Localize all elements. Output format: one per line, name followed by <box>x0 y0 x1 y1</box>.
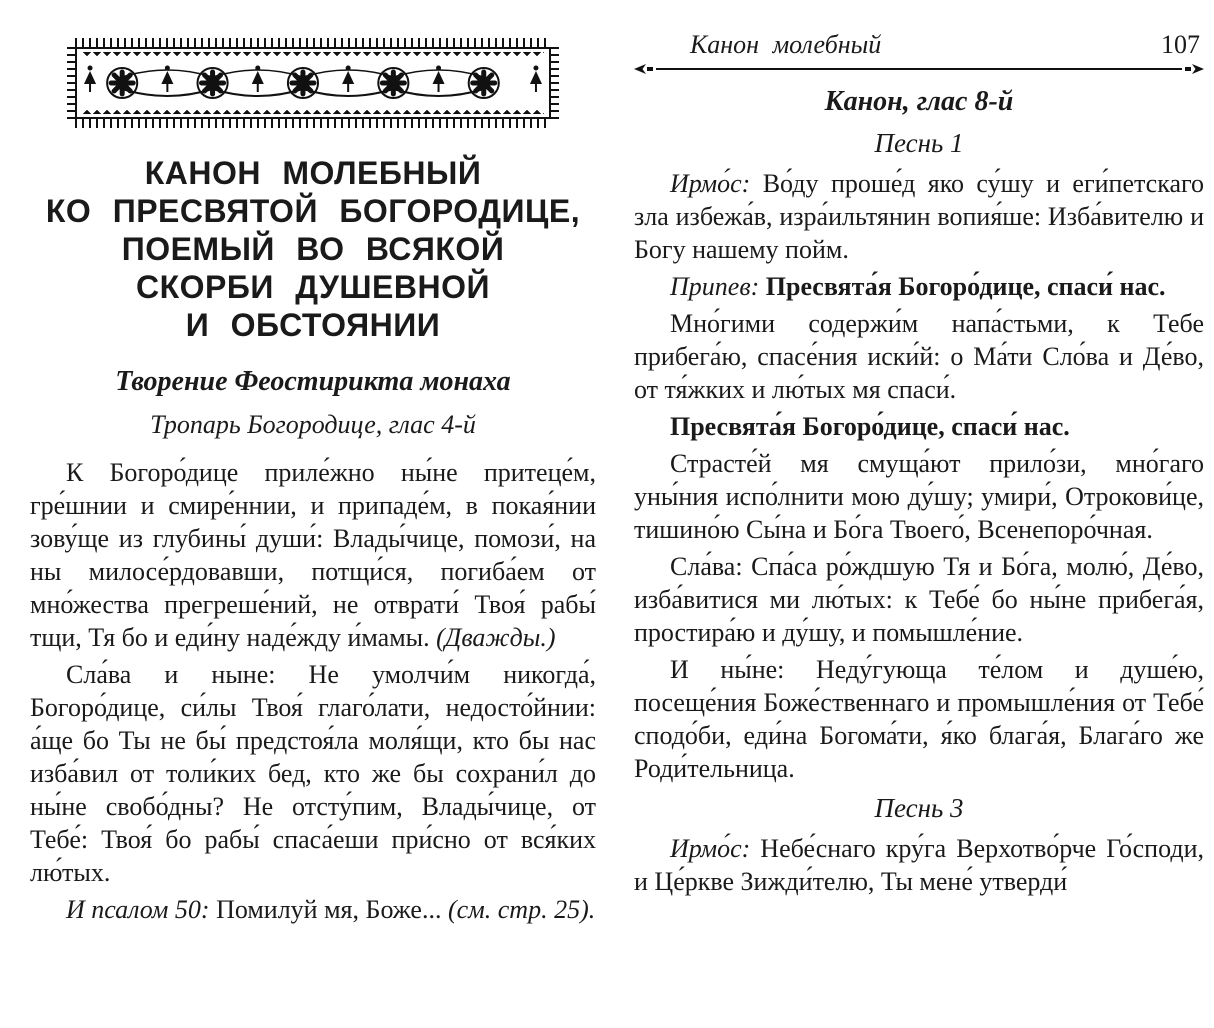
ornament-fringe-left <box>67 47 75 119</box>
right-page <box>634 26 1204 902</box>
page-number: 107 <box>1161 30 1200 59</box>
irmos3-paragraph <box>634 832 1204 898</box>
irmos-lead: Ирмо́с: <box>670 834 751 863</box>
pripev-lead: Припев: <box>670 272 760 301</box>
left-arrow-finial-icon <box>634 63 656 75</box>
psalm-page-note: (см. стр. 25). <box>447 895 596 924</box>
irmos-text: Небе́снаго кру́га Верхотво́рче Го́споди, и Це́ркве Зижди́телю, Ты мене́ утверди́ <box>634 834 1204 896</box>
title-line: КО ПРЕСВЯТОЙ БОГОРОДИЦЕ, <box>45 193 581 229</box>
headpiece-ornament <box>75 38 551 128</box>
title-line: И ОБСТОЯНИИ <box>185 307 441 343</box>
refrain-paragraph: Пресвята́я Богоро́дице, спаси́ нас. <box>670 412 1070 441</box>
ornament-zigzag-top <box>82 52 544 59</box>
title-line: КАНОН МОЛЕБНЫЙ <box>144 155 482 191</box>
rule-line <box>656 68 1182 70</box>
repeat-note: (Дважды.) <box>436 623 556 652</box>
pripev-paragraph <box>634 270 1204 303</box>
header-rule <box>634 62 1204 76</box>
book-title <box>30 154 596 344</box>
ornament-fringe-bottom <box>75 119 551 128</box>
ornament-fringe-top <box>75 38 551 47</box>
ornament-frame <box>75 47 551 119</box>
ornament-fringe-right <box>551 47 559 119</box>
title-line: ПОЕМЫЙ ВО ВСЯКОЙ <box>121 231 505 267</box>
ornament-rosette-band <box>82 61 544 105</box>
irmos-lead: Ирмо́с: <box>670 169 751 198</box>
verse2-paragraph: Страсте́й мя смуща́ют прило́зи, мно́гаго уны́ния испо́лнити мою ду́шу; умири́, Отрокови́це, тишино́ю Сы́на и Бо́га Твоего́, Всенепоро́чная. <box>634 449 1204 544</box>
slava-i-nyne-paragraph: Сла́ва и ныне: Не умолчи́м никогда́, Богоро́дице, си́лы Твоя́ глаго́лати, недосто́йнии: а́ще бо Ты не бы́ предстоя́ла моля́щи, кто бы нас изба́вил от толи́ких бед, кто же бы сохрани́л до ны́не свобо́дны? Не отсту́пим, Влады́чице, от Тебе́: Твоя́ бо рабы́ спаса́еши при́сно от вся́ких лю́тых. <box>30 660 596 887</box>
running-header <box>634 30 1204 60</box>
ornament-zigzag-bottom <box>82 107 544 114</box>
song1-heading: Песнь 1 <box>874 128 964 158</box>
pripev-text: Пресвята́я Богоро́дице, спаси́ нас. <box>759 272 1166 301</box>
left-page <box>30 26 596 930</box>
troparion-text: К Богоро́дице приле́жно ны́не притеце́м, гре́шнии и смире́ннии, и припаде́м, в покая́нии зову́ще из глубины́ души́: Влады́чице, помози́, на ны милосе́рдовавши, потщи́ся, погиба́ем от мно́жества прегреше́ний, не отврати́ Твоя́ рабы́ тщи, Тя бо и еди́ну наде́жду и́мамы. <box>30 458 596 652</box>
running-title: Канон молебный <box>690 30 882 59</box>
title-line: СКОРБИ ДУШЕВНОЙ <box>136 269 490 305</box>
verse1-paragraph: Мно́гими содержи́м напа́стьми, к Тебе прибега́ю, спасе́ния иски́й: о Ма́ти Сло́ва и Де́во, от тя́жких и лю́тых мя спаси́. <box>634 309 1204 404</box>
verse3-paragraph: Сла́ва: Спа́са ро́ждшую Тя и Бо́га, молю́, Де́во, изба́витися ми лю́тых: к Тебе́ бо ны́не прибега́я, простира́ю и ду́шу, и помышле́ние. <box>634 552 1204 647</box>
song3-heading: Песнь 3 <box>874 793 964 823</box>
irmos-text: Во́ду проше́д яко су́шу и еги́петскаго зла избежа́в, изра́ильтянин вопия́ше: Изба́вителю и Богу нашему пойм. <box>634 169 1204 264</box>
right-arrow-finial-icon <box>1182 63 1204 75</box>
psalm-text: Помилуй мя, Боже... <box>209 895 448 924</box>
troparion-subtitle: Тропарь Богородице, глас 4-й <box>150 410 476 439</box>
author-line: Творение Феостирикта монаха <box>115 366 511 397</box>
irmos1-paragraph <box>634 167 1204 266</box>
troparion-paragraph <box>30 456 596 654</box>
verse4-paragraph: И ны́не: Неду́гующа те́лом и душе́ю, посеще́ния Боже́ственнаго и промышле́ния от Тебе́ сподо́би, еди́на Богома́ти, я́ко блага́я, Блага́го же Роди́тельница. <box>634 655 1204 783</box>
psalm-lead: И псалом 50: <box>66 895 210 924</box>
psalm-reference-paragraph <box>30 893 596 926</box>
canon-heading: Канон, глас 8-й <box>824 86 1014 117</box>
